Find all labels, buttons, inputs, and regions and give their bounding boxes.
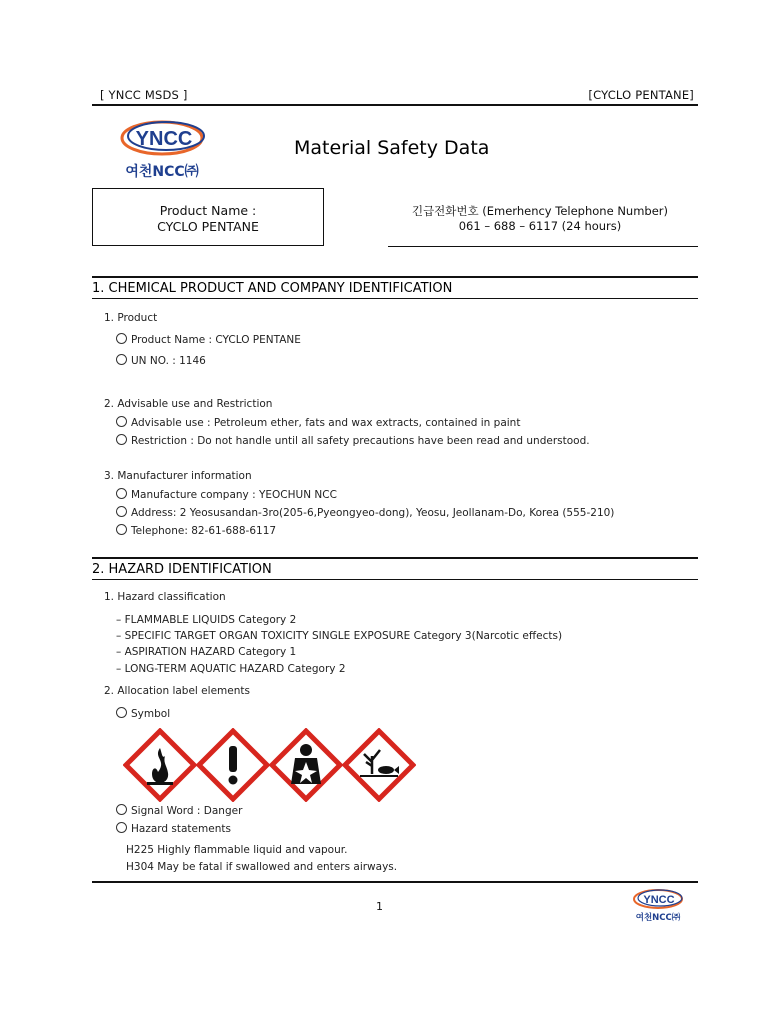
hazard-item: – LONG-TERM AQUATIC HAZARD Category 2 bbox=[116, 663, 346, 675]
section1-product-heading: 1. Product bbox=[104, 312, 158, 324]
bullet-circle-icon bbox=[116, 333, 127, 344]
list-item-signal-word: Signal Word : Danger bbox=[116, 804, 242, 817]
product-name-label: Product Name : bbox=[159, 203, 257, 218]
svg-text:여천NCC㈜: 여천NCC㈜ bbox=[635, 913, 681, 923]
svg-text:YNCC: YNCC bbox=[643, 894, 675, 906]
list-item-telephone: Telephone: 82-61-688-6117 bbox=[116, 524, 276, 537]
document-title: Material Safety Data bbox=[294, 137, 490, 159]
list-item-product-name: Product Name : CYCLO PENTANE bbox=[116, 333, 301, 346]
flame-icon bbox=[123, 728, 197, 802]
svg-text:YNCC: YNCC bbox=[135, 128, 193, 150]
bullet-circle-icon bbox=[116, 506, 127, 517]
section2-bottom-rule bbox=[92, 579, 698, 580]
hazard-item: – SPECIFIC TARGET ORGAN TOXICITY SINGLE EXPOSURE Category 3(Narcotic effects) bbox=[116, 630, 563, 642]
company-logo bbox=[112, 116, 222, 182]
emergency-label: 긴급전화번호 (Emerhency Telephone Number) bbox=[411, 204, 669, 218]
section2-title: 2. HAZARD IDENTIFICATION bbox=[92, 562, 272, 577]
statement-h304: H304 May be fatal if swallowed and enters airways. bbox=[126, 861, 398, 873]
section1-top-rule bbox=[92, 276, 698, 278]
bullet-circle-icon bbox=[116, 416, 127, 427]
section1-manufacturer-heading: 3. Manufacturer information bbox=[104, 470, 252, 482]
bullet-circle-icon bbox=[116, 524, 127, 535]
emergency-number: 061 – 688 – 6117 (24 hours) bbox=[458, 219, 622, 233]
footer-rule bbox=[92, 881, 698, 883]
emergency-underline bbox=[388, 246, 698, 247]
bullet-circle-icon bbox=[116, 488, 127, 499]
bullet-circle-icon bbox=[116, 822, 127, 833]
section1-advisable-heading: 2. Advisable use and Restriction bbox=[104, 398, 273, 410]
section1-bottom-rule bbox=[92, 298, 698, 299]
bullet-circle-icon bbox=[116, 434, 127, 445]
bullet-circle-icon bbox=[116, 804, 127, 815]
header-doc-label: [ YNCC MSDS ] bbox=[100, 88, 188, 102]
footer-logo bbox=[628, 888, 690, 924]
section2-label-heading: 2. Allocation label elements bbox=[104, 685, 250, 697]
emergency-contact bbox=[390, 204, 690, 234]
svg-text:여천NCC㈜: 여천NCC㈜ bbox=[125, 164, 199, 180]
list-item-address: Address: 2 Yeosusandan-3ro(205-6,Pyeongyeo-dong), Yeosu, Jeollanam-Do, Korea (555-210) bbox=[116, 506, 614, 519]
health-hazard-icon bbox=[269, 728, 343, 802]
list-item-restriction: Restriction : Do not handle until all safety precautions have been read and understood. bbox=[116, 434, 590, 447]
hazard-item: – FLAMMABLE LIQUIDS Category 2 bbox=[116, 614, 297, 626]
bullet-circle-icon bbox=[116, 707, 127, 718]
product-name-value: CYCLO PENTANE bbox=[157, 219, 259, 234]
section2-top-rule bbox=[92, 557, 698, 559]
bullet-circle-icon bbox=[116, 354, 127, 365]
page-number: 1 bbox=[376, 900, 383, 913]
list-item-symbol: Symbol bbox=[116, 707, 170, 720]
statement-h225: H225 Highly flammable liquid and vapour. bbox=[126, 844, 348, 856]
section1-title: 1. CHEMICAL PRODUCT AND COMPANY IDENTIFICATION bbox=[92, 281, 453, 296]
environment-icon bbox=[342, 728, 416, 802]
list-item-advisable-use: Advisable use : Petroleum ether, fats and wax extracts, contained in paint bbox=[116, 416, 520, 429]
header-rule bbox=[92, 104, 698, 106]
list-item-un-no: UN NO. : 1146 bbox=[116, 354, 206, 367]
product-name-box bbox=[92, 188, 324, 246]
hazard-item: – ASPIRATION HAZARD Category 1 bbox=[116, 646, 297, 658]
header-product-label: [CYCLO PENTANE] bbox=[588, 88, 694, 102]
section2-classification-heading: 1. Hazard classification bbox=[104, 591, 226, 603]
list-item-hazard-statements: Hazard statements bbox=[116, 822, 231, 835]
list-item-company: Manufacture company : YEOCHUN NCC bbox=[116, 488, 337, 501]
exclamation-icon bbox=[196, 728, 270, 802]
